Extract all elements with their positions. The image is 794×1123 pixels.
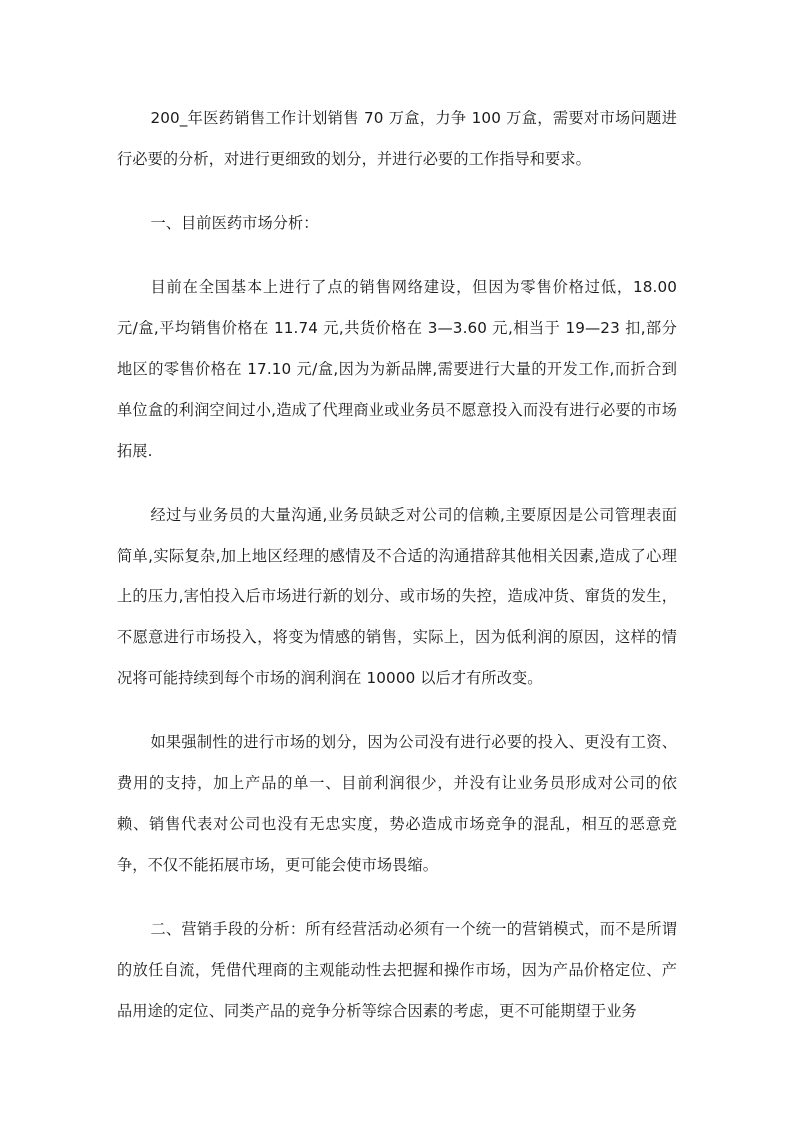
paragraph-sales-plan: 200_年医药销售工作计划销售 70 万盒，力争 100 万盒，需要对市场问题进行必要的分析，对进行更细致的划分，并进行必要的工作指导和要求。 bbox=[117, 109, 677, 168]
paragraph-pricing: 目前在全国基本上进行了点的销售网络建设，但因为零售价格过低，18.00 元/盒,平均销售价格在 11.74 元,共货价格在 3—3.60 元,相当于 19—23 扣,部分地区的零售价格在 17.10 元/盒,因为为新品牌,需要进行大量的开发工作,而折合到单位盒的利润空间过小,造成了代理商业或业务员不愿意投入而没有进行必要的市场拓展. bbox=[117, 278, 677, 460]
document-body bbox=[117, 98, 677, 1031]
paragraph-marketing-means: 二、营销手段的分析：所有经营活动必须有一个统一的营销模式，而不是所谓的放任自流，凭借代理商的主观能动性去把握和操作市场，因为产品价格定位、产品用途的定位、同类产品的竞争分析等综合因素的考虑，更不可能期望于业务 bbox=[117, 920, 677, 1020]
paragraph-market-division: 如果强制性的进行市场的划分，因为公司没有进行必要的投入、更没有工资、费用的支持，加上产品的单一、目前利润很少，并没有让业务员形成对公司的依赖、销售代表对公司也没有无忠实度，势必造成市场竞争的混乱，相互的恶意竞争，不仅不能拓展市场，更可能会使市场畏缩。 bbox=[117, 733, 677, 874]
section-heading-market-analysis: 一、目前医药市场分析： bbox=[150, 214, 319, 233]
paragraph-communication: 经过与业务员的大量沟通,业务员缺乏对公司的信赖,主要原因是公司管理表面简单,实际复杂,加上地区经理的感情及不合适的沟通措辞其他相关因素,造成了心理上的压力,害怕投入后市场进行新的划分、或市场的失控，造成冲货、窜货的发生，不愿意进行市场投入，将变为情感的销售，实际上，因为低利润的原因，这样的情况将可能持续到每个市场的润利润在 10000 以后才有所改变。 bbox=[117, 505, 677, 688]
